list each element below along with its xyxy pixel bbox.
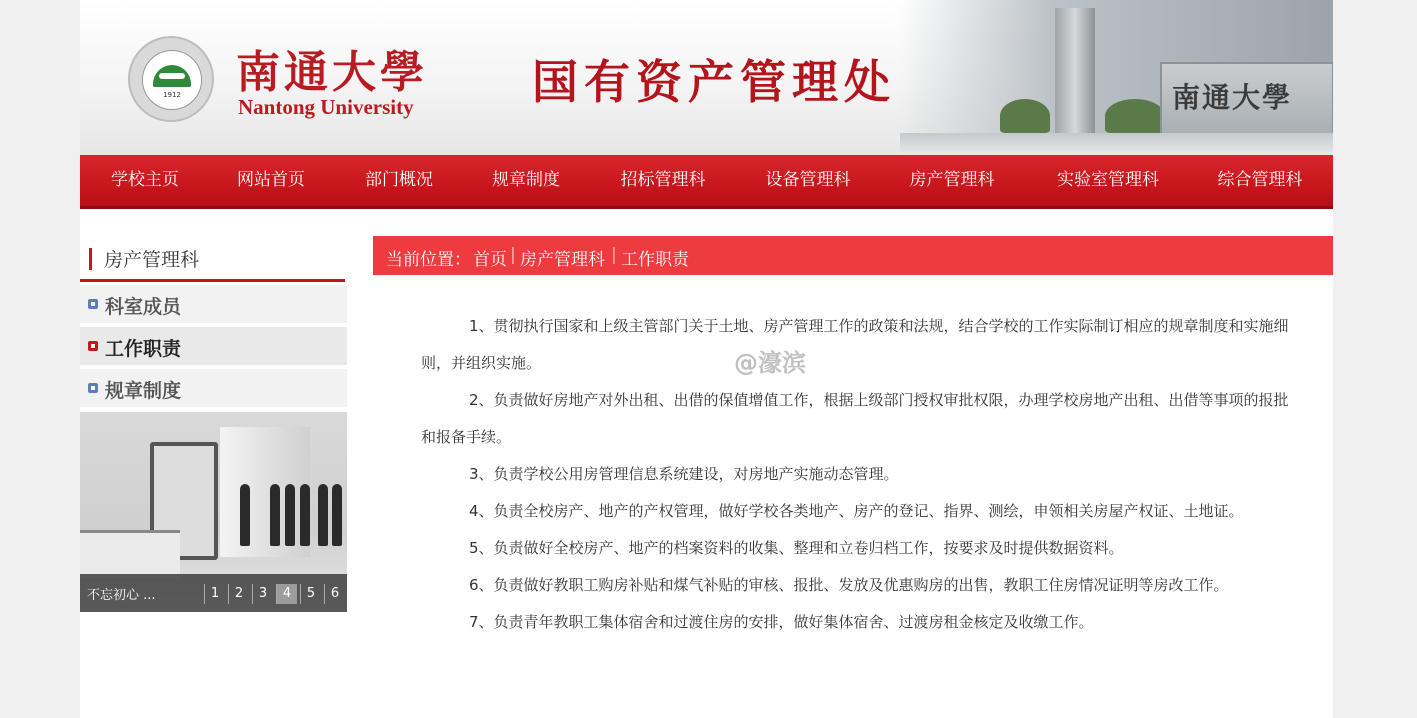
slide-page-1[interactable]: 1 [204,584,225,604]
slide-page-5[interactable]: 5 [300,584,321,604]
breadcrumb-separator: | [611,245,617,265]
slide-caption[interactable]: 不忘初心 ... [87,588,156,603]
duty-paragraph: 6、负责做好教职工购房补贴和煤气补贴的审核、报批、发放及优惠购房的出售，教职工住房情况证明等房改工作。 [469,576,1229,594]
nav-item-laboratory[interactable]: 实验室管理科 [1057,170,1159,190]
slide-page-3[interactable]: 3 [252,584,273,604]
page [80,0,1333,718]
nav-item-regulations[interactable]: 规章制度 [492,170,560,190]
nav-item-school-home[interactable]: 学校主页 [111,170,179,190]
university-seal-logo [128,36,214,122]
duty-paragraph: 4、负责全校房产、地产的产权管理，做好学校各类地产、房产的登记、指界、测绘，申领相关房屋产权证、土地证。 [469,502,1244,520]
slide-page-6[interactable]: 6 [324,584,345,604]
sidebar-item-label: 工作职责 [105,338,182,360]
campus-sign-text: 南通大學 [1172,81,1293,114]
duty-paragraph: 2、负责做好房地产对外出租、出借的保值增值工作，根据上级部门授权审批权限，办理学校房地产出租、出借等事项的报批和报备手续。 [421,391,1289,446]
duty-paragraph: 5、负责做好全校房产、地产的档案资料的收集、整理和立卷归档工作，按要求及时提供数据资料。 [469,539,1124,557]
campus-gate-photo [900,0,1333,155]
seal-year: 1912 [163,91,181,99]
bullet-square-icon [88,299,98,309]
nav-item-equipment[interactable]: 设备管理科 [765,170,851,190]
watermark: @濠滨 [734,349,806,377]
bullet-square-icon [88,383,98,393]
nav-item-site-home[interactable]: 网站首页 [237,170,305,190]
nav-item-dept-overview[interactable]: 部门概况 [365,170,433,190]
sidebar-item-label: 规章制度 [105,380,182,402]
sidebar-title [80,238,345,282]
sidebar-title-text: 房产管理科 [104,249,200,271]
duty-paragraph: 7、负责青年教职工集体宿舍和过渡住房的安排，做好集体宿舍、过渡房租金核定及收缴工作。 [469,613,1094,631]
bullet-square-icon [88,341,98,351]
site-header [80,0,1333,155]
department-title: 国有资产管理处 [532,55,896,109]
breadcrumb-separator: | [510,245,516,265]
sidebar-item-duties[interactable] [80,327,347,367]
breadcrumb [373,236,1333,275]
breadcrumb-current: 工作职责 [621,250,689,270]
slide-page-2[interactable]: 2 [228,584,249,604]
duty-paragraph: 3、负责学校公用房管理信息系统建设，对房地产实施动态管理。 [469,465,899,483]
university-name-en: Nantong University [238,95,414,119]
main-nav [80,155,1333,209]
article-body [421,308,1291,641]
sidebar-item-regulations[interactable] [80,369,347,409]
slide-page-4[interactable]: 4 [276,584,297,604]
duty-paragraph: 1、贯彻执行国家和上级主管部门关于土地、房产管理工作的政策和法规，结合学校的工作实际制订相应的规章制度和实施细则，并组织实施。 [421,317,1289,372]
nav-item-property[interactable]: 房产管理科 [909,170,995,190]
breadcrumb-prefix: 当前位置： [386,250,471,270]
university-name-cn: 南通大學 [236,47,428,98]
nav-item-general[interactable]: 综合管理科 [1217,170,1303,190]
news-slideshow[interactable] [80,412,347,612]
sidebar-item-label: 科室成员 [105,296,182,318]
nav-item-bidding[interactable]: 招标管理科 [620,170,706,190]
sidebar-item-members[interactable] [80,285,347,325]
breadcrumb-property[interactable]: 房产管理科 [520,250,605,270]
breadcrumb-home[interactable]: 首页 [473,250,507,270]
